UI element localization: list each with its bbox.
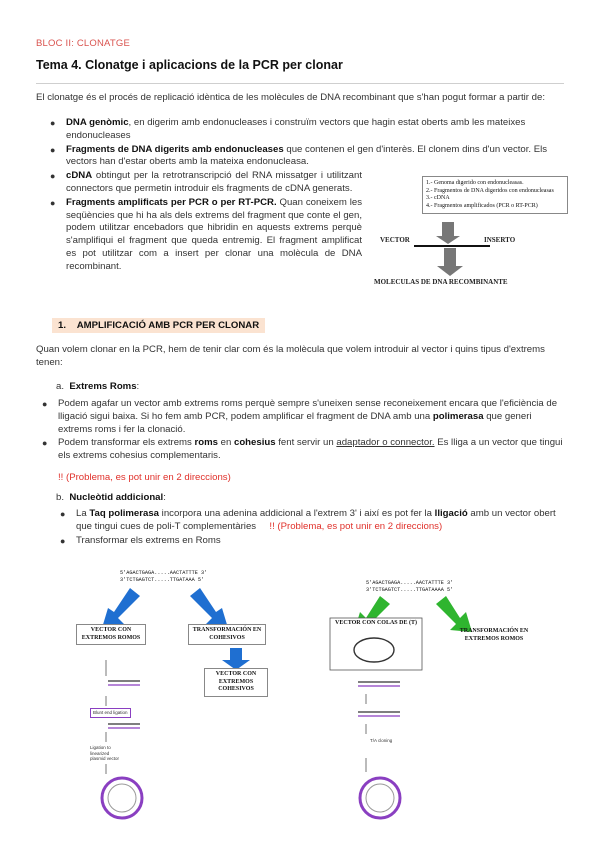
bullet-icon: ● — [60, 509, 66, 519]
step-label: Blunt end ligation — [90, 708, 131, 718]
t-vector-box: VECTOR CON COLAS DE (T) — [335, 620, 417, 626]
bullet-icon: ● — [42, 438, 48, 449]
source-box: 1.- Genoma digerido con endonucleasas. 2.- Fragmentos de DNA digeridos con endonucleasas 3.- cDNA 4.- Fragmentos amplificados (PCR o RT-PCR) — [422, 176, 568, 214]
bullet-icon: ● — [50, 118, 56, 128]
arrow-down-icon — [230, 648, 242, 660]
ta-cloning-figure — [318, 568, 558, 840]
intro-paragraph: El clonatge és el procés de replicació idèntica de les molècules de DNA recombinant que s'han pogut formar a partir de: — [36, 92, 545, 103]
divider — [36, 83, 564, 84]
list-item: ● Podem agafar un vector amb extrems roms perquè sempre s'uneixen sense reconeixement encara que l'eficiència de lligació sigui baixa. Si ho fem amb PCR, podem amplificar el fragment de DNA amb una polimerasa que generi extrems roms i fer la clonació. — [42, 398, 558, 435]
recombinant-diagram — [372, 176, 566, 290]
warning-note: !! (Problema, es pot unir en 2 direccions) — [58, 472, 231, 483]
section-intro: Quan volem clonar en la PCR, hem de tenir clar com és la molècula que volem introduir al vector i quins tipus d'extrems tenen: — [36, 344, 545, 368]
bloc-title: BLOC II: CLONATGE — [36, 38, 131, 49]
list-item: ● Fragments amplificats per PCR o per RT-PCR. Quan coneixem les seqüències que hi ha als dels extrems del fragment que conte el gen, podem utilitzar encebadors que hibridin en aquests extrems perquè s'amplifiqui el fragment que queda entremig. El fragment amplificat es pot utilitzar com a insert per clonar una molècula de DNA recombinant. — [50, 196, 362, 272]
recombination-arrows — [372, 220, 566, 284]
list-item: ● La Taq polimerasa incorpora una adenina addicional a l'extrem 3' i així es pot fer la lligació amb un vector obert que tingui cues de poli-T complementàries !! (Problema, es pot unir en 2 direccions) — [60, 508, 556, 532]
bullet-icon: ● — [60, 535, 66, 546]
bullet-icon: ● — [50, 144, 56, 155]
section-heading: 1. AMPLIFICACIÓ AMB PCR PER CLONAR — [52, 318, 265, 333]
plasmid-inner-icon — [366, 784, 394, 812]
arrow-down-icon — [444, 248, 456, 268]
list-item: ● Podem transformar els extrems roms en cohesius fent servir un adaptador o connector. Es lliga a un vector que tingui els extrems cohesius complementaris. — [42, 437, 563, 462]
result-label: MOLECULAS DE DNA RECOMBINANTE — [374, 278, 508, 286]
list-a — [42, 398, 566, 463]
cohesive-vector-box: VECTOR CON EXTREMOS COHESIVOS — [204, 668, 268, 697]
subsection-b: b. Nucleòtid addicional: — [56, 492, 166, 503]
insert-label: INSERTO — [484, 236, 516, 244]
list-item: ● DNA genòmic, en digerim amb endonucleases i construïm vectors que hagin estat oberts amb les mateixes endonucleases — [50, 117, 526, 141]
step-label: Ligation to linearized plasmid vector — [90, 745, 120, 761]
bullet-icon: ● — [42, 399, 48, 409]
arrow-right-icon — [190, 588, 228, 628]
bullet-icon: ● — [50, 197, 56, 208]
page-title: Tema 4. Clonatge i aplicacions de la PCR per clonar — [36, 58, 343, 72]
primer-sequence: 5'AGACTGAGA.....AACTATTTE 3' 3'TCTGAGTCT.....TTGATAAA 5' — [120, 570, 208, 583]
list-item: ● Transformar els extrems en Roms — [60, 534, 221, 546]
blunt-vector-box: VECTOR CON EXTREMOS ROMOS — [76, 624, 146, 645]
list-b — [60, 508, 566, 547]
subsection-a: a. Extrems Roms: — [56, 381, 140, 392]
cohesive-transform-box: TRANSFORMACIÓN EN COHESIVOS — [188, 624, 266, 645]
list-item: ● cDNA obtingut per la retrotranscripció del RNA missatger i utilitzant connectors que permetin introduir els fragments de cDNA generats. — [50, 170, 362, 194]
arrow-head-icon — [437, 266, 463, 276]
blunt-transform-box: TRANSFORMACIÓN EN EXTREMOS ROMOS — [459, 628, 529, 642]
list-item: ● Fragments de DNA digerits amb endonucleases que contenen el gen d'interès. El clonem dins d'un vector. Els vectors han d'estar oberts amb la mateixa endonucleasa. — [50, 143, 548, 168]
vector-label: VECTOR — [380, 236, 410, 244]
blunt-arrows — [70, 568, 280, 840]
arrow-right-icon — [436, 596, 472, 632]
arrow-left-icon — [102, 588, 140, 628]
arrow-down-icon — [442, 222, 454, 236]
primer-sequence: 5'AGACTGAGA.....AACTATTTE 3' 3'TCTGAGTCT.....TTGATAAAA 5' — [366, 580, 454, 593]
plasmid-inner-icon — [108, 784, 136, 812]
bullet-icon: ● — [50, 171, 56, 182]
arrow-head-icon — [436, 236, 460, 244]
step-label: T/A cloning — [370, 738, 393, 743]
ta-arrows — [318, 568, 558, 840]
blunt-end-figure — [70, 568, 280, 840]
